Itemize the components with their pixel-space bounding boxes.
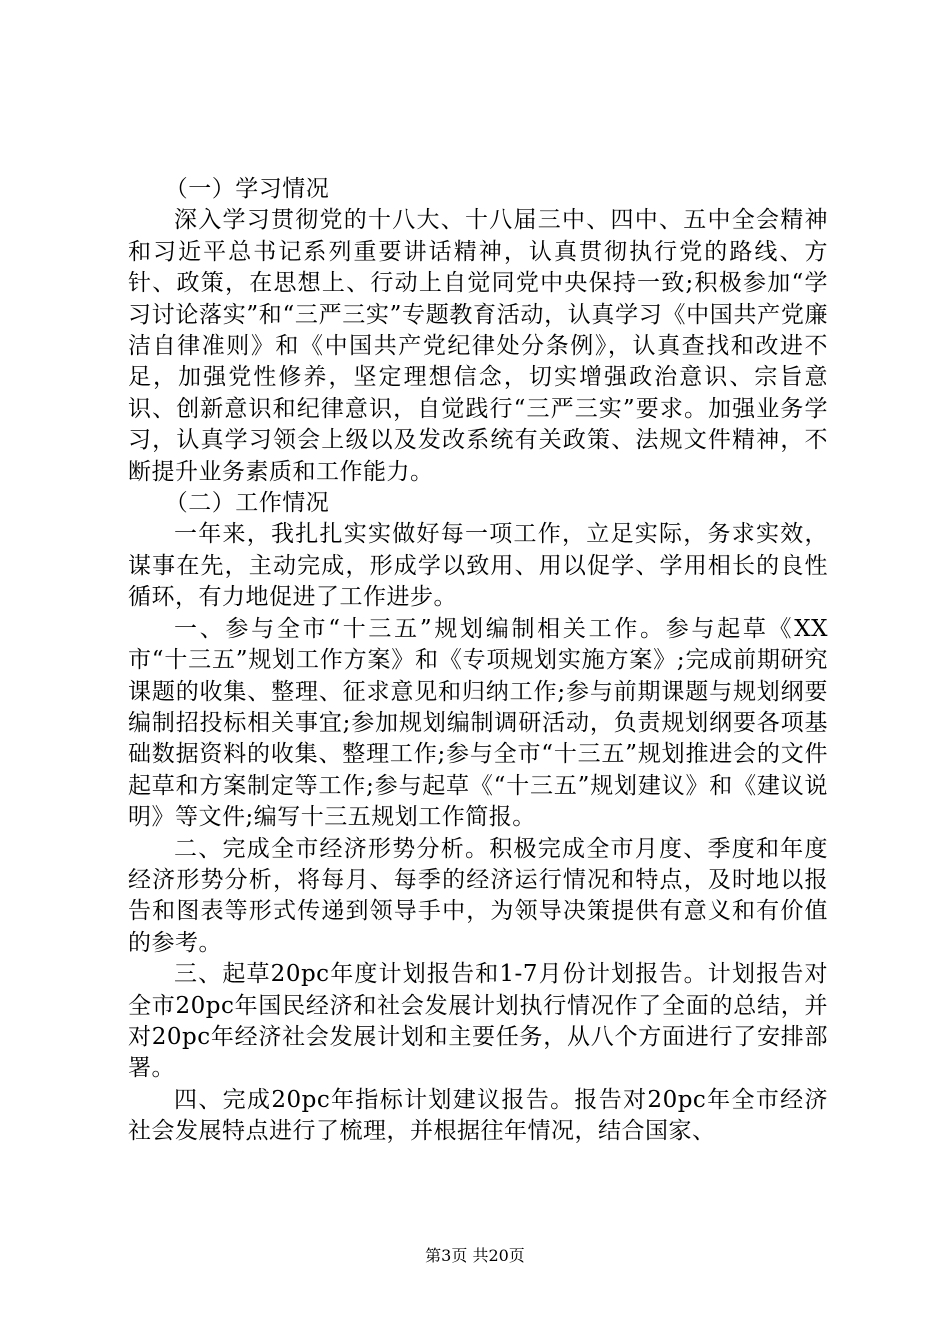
- paragraph-study: 深入学习贯彻党的十八大、十八届三中、四中、五中全会精神和习近平总书记系列重要讲话精神，认真贯彻执行党的路线、方针、政策，在思想上、行动上自觉同党中央保持一致;积极参加“学习讨论落实”和“三严三实”专题教育活动，认真学习《中国共产党廉洁自律准则》和《中国共产党纪律处分条例》，认真查找和改进不足，加强党性修养，坚定理想信念，切实增强政治意识、宗旨意识、创新意识和纪律意识，自觉践行“三严三实”要求。加强业务学习，认真学习领会上级以及发改系统有关政策、法规文件精神，不断提升业务素质和工作能力。: [128, 207, 828, 485]
- paragraph-item-1: 一、参与全市“十三五”规划编制相关工作。参与起草《XX市“十三五”规划工作方案》和《专项规划实施方案》;完成前期研究课题的收集、整理、征求意见和归纳工作;参与前期课题与规划纲要编制招投标相关事宜;参加规划编制调研活动，负责规划纲要各项基础数据资料的收集、整理工作;参与全市“十三五”规划推进会的文件起草和方案制定等工作;参与起草《“十三五”规划建议》和《建议说明》等文件;编写十三五规划工作简报。: [128, 615, 828, 831]
- paragraph-item-2: 二、完成全市经济形势分析。积极完成全市月度、季度和年度经济形势分析，将每月、每季的经济运行情况和特点，及时地以报告和图表等形式传递到领导手中，为领导决策提供有意义和有价值的参考。: [128, 835, 828, 956]
- paragraph-item-4: 四、完成20pc年指标计划建议报告。报告对20pc年全市经济社会发展特点进行了梳理，并根据往年情况，结合国家、: [128, 1086, 828, 1145]
- section-heading-work: （二）工作情况: [164, 490, 330, 517]
- section-heading-study: （一）学习情况: [164, 176, 330, 202]
- paragraph-item-3: 三、起草20pc年度计划报告和1-7月份计划报告。计划报告对全市20pc年国民经济和社会发展计划执行情况作了全面的总结，并对20pc年经济社会发展计划和主要任务，从八个方面进行了安排部署。: [128, 961, 828, 1082]
- document-body: [128, 174, 828, 1148]
- paragraph-work-intro: 一年来，我扎扎实实做好每一项工作，立足实际，务求实效，谋事在先，主动完成，形成学以致用、用以促学、学用相长的良性循环，有力地促进了工作进步。: [128, 521, 828, 611]
- page-footer: 第3页 共20页: [425, 1246, 525, 1265]
